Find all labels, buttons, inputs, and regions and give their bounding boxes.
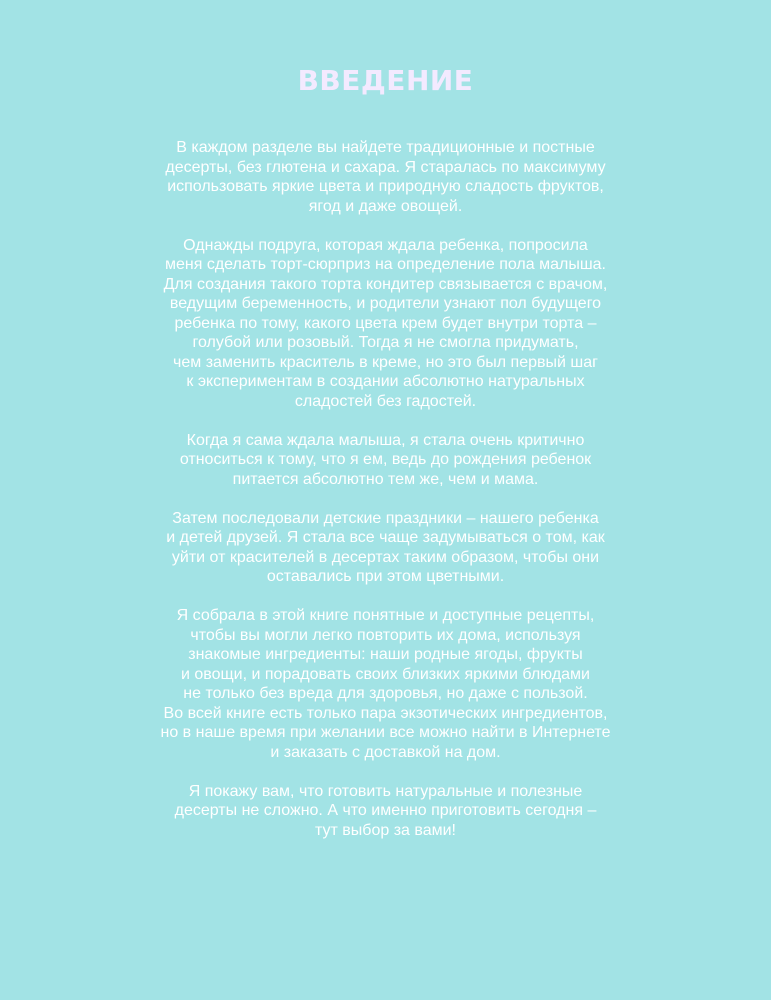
paragraph <box>80 431 691 490</box>
text-line: Затем последовали детские праздники – нашего ребенка <box>172 509 599 527</box>
text-line: к экспериментам в создании абсолютно натуральных <box>186 373 585 390</box>
text-line: Для создания такого торта кондитер связывается с врачом, <box>163 275 608 293</box>
text-line: относиться к тому, что я ем, ведь до рождения ребенок <box>179 451 592 468</box>
paragraph <box>80 782 691 841</box>
text-line: оставались при этом цветными. <box>266 568 505 585</box>
text-line: и заказать с доставкой на дом. <box>270 743 501 761</box>
text-line: чем заменить краситель в креме, но это был первый шаг <box>173 353 598 371</box>
text-line: не только без вреда для здоровья, но даже с пользой. <box>183 685 588 702</box>
text-line: тут выбор за вами! <box>315 821 456 839</box>
text-line: но в наше время при желании все можно найти в Интернете <box>160 724 611 741</box>
text-line: уйти от красителей в десертах таким образом, чтобы они <box>171 548 600 566</box>
introduction-text <box>80 138 691 840</box>
text-line: Во всей книге есть только пара экзотических ингредиентов, <box>163 704 608 722</box>
text-line: Когда я сама ждала малыша, я стала очень критично <box>186 431 585 449</box>
text-line: Я собрала в этой книге понятные и доступные рецепты, <box>176 607 595 624</box>
paragraph <box>80 236 691 412</box>
paragraph <box>80 509 691 587</box>
text-line: питается абсолютно тем же, чем и мама. <box>232 470 539 488</box>
text-line: Однажды подруга, которая ждала ребенка, попросила <box>183 236 588 254</box>
text-line: Я покажу вам, что готовить натуральные и полезные <box>188 782 583 800</box>
text-line: ягод и даже овощей. <box>308 197 463 215</box>
text-line: ведущим беременность, и родители узнают пол будущего <box>169 295 602 312</box>
text-line: десерты, без глютена и сахара. Я старалась по максимуму <box>165 158 606 176</box>
text-line: и овощи, и порадовать своих близких яркими блюдами <box>181 665 590 683</box>
text-line: голубой или розовый. Тогда я не смогла придумать, <box>192 334 579 351</box>
text-line: меня сделать торт-сюрприз на определение пола малыша. <box>164 256 606 273</box>
text-line: В каждом разделе вы найдете традиционные и постные <box>176 139 595 156</box>
page-title: ВВЕДЕНИЕ <box>297 64 474 97</box>
text-line: использовать яркие цвета и природную сладость фруктов, <box>167 178 604 195</box>
text-line: сладостей без гадостей. <box>294 392 477 410</box>
text-line: знакомые ингредиенты: наши родные ягоды, фрукты <box>188 646 583 663</box>
paragraph <box>80 606 691 762</box>
text-line: десерты не сложно. А что именно приготовить сегодня – <box>174 802 597 819</box>
text-line: ребенка по тому, какого цвета крем будет внутри торта – <box>174 314 597 332</box>
text-line: и детей друзей. Я стала все чаще задумываться о том, как <box>166 529 605 546</box>
paragraph <box>80 138 691 216</box>
text-line: чтобы вы могли легко повторить их дома, используя <box>190 626 581 644</box>
